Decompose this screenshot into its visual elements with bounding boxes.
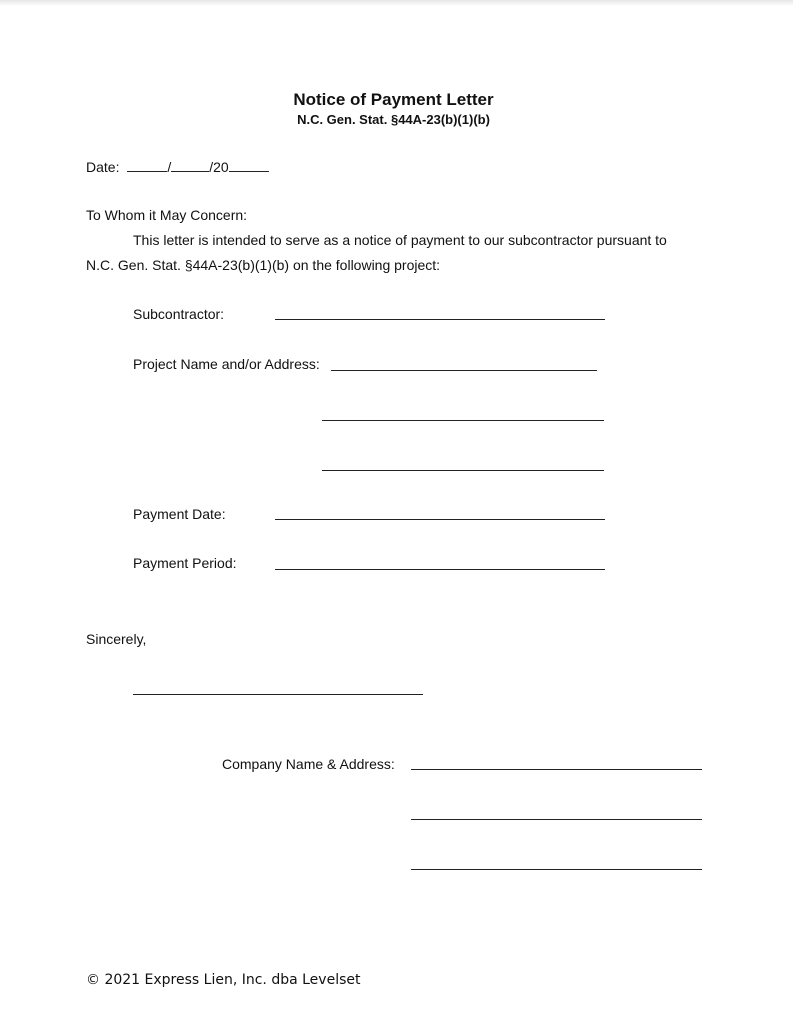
date-sep-1: /: [167, 159, 172, 175]
date-label: Date:: [86, 159, 120, 175]
project-line-3[interactable]: [322, 470, 604, 471]
date-month-blank[interactable]: [127, 157, 167, 172]
salutation: To Whom it May Concern:: [86, 207, 248, 223]
company-label: Company Name & Address:: [222, 756, 395, 772]
payment-period-line[interactable]: [275, 569, 605, 570]
date-year-blank[interactable]: [229, 157, 269, 172]
date-sep-2: /20: [209, 159, 229, 175]
subcontractor-label: Subcontractor:: [133, 306, 225, 322]
company-line-1[interactable]: [411, 769, 702, 770]
page-top-shadow: [0, 0, 793, 6]
document-subtitle: N.C. Gen. Stat. §44A-23(b)(1)(b): [297, 112, 490, 127]
payment-period-label: Payment Period:: [133, 555, 237, 571]
body-line-2: N.C. Gen. Stat. §44A-23(b)(1)(b) on the following project:: [86, 257, 441, 273]
document-title: Notice of Payment Letter: [293, 90, 494, 109]
company-line-2[interactable]: [411, 819, 702, 820]
subcontractor-line[interactable]: [275, 319, 605, 320]
date-day-blank[interactable]: [171, 157, 209, 172]
project-line-1[interactable]: [331, 370, 597, 371]
project-label: Project Name and/or Address:: [133, 356, 320, 372]
payment-date-label: Payment Date:: [133, 506, 226, 522]
date-row: [86, 157, 269, 175]
copyright-footer: © 2021 Express Lien, Inc. dba Levelset: [86, 972, 361, 988]
closing: Sincerely,: [86, 631, 147, 647]
payment-date-line[interactable]: [275, 519, 605, 520]
body-line-1: This letter is intended to serve as a notice of payment to our subcontractor pursuant to: [133, 232, 667, 248]
company-line-3[interactable]: [411, 869, 702, 870]
project-line-2[interactable]: [322, 420, 604, 421]
signature-line[interactable]: [133, 694, 423, 695]
